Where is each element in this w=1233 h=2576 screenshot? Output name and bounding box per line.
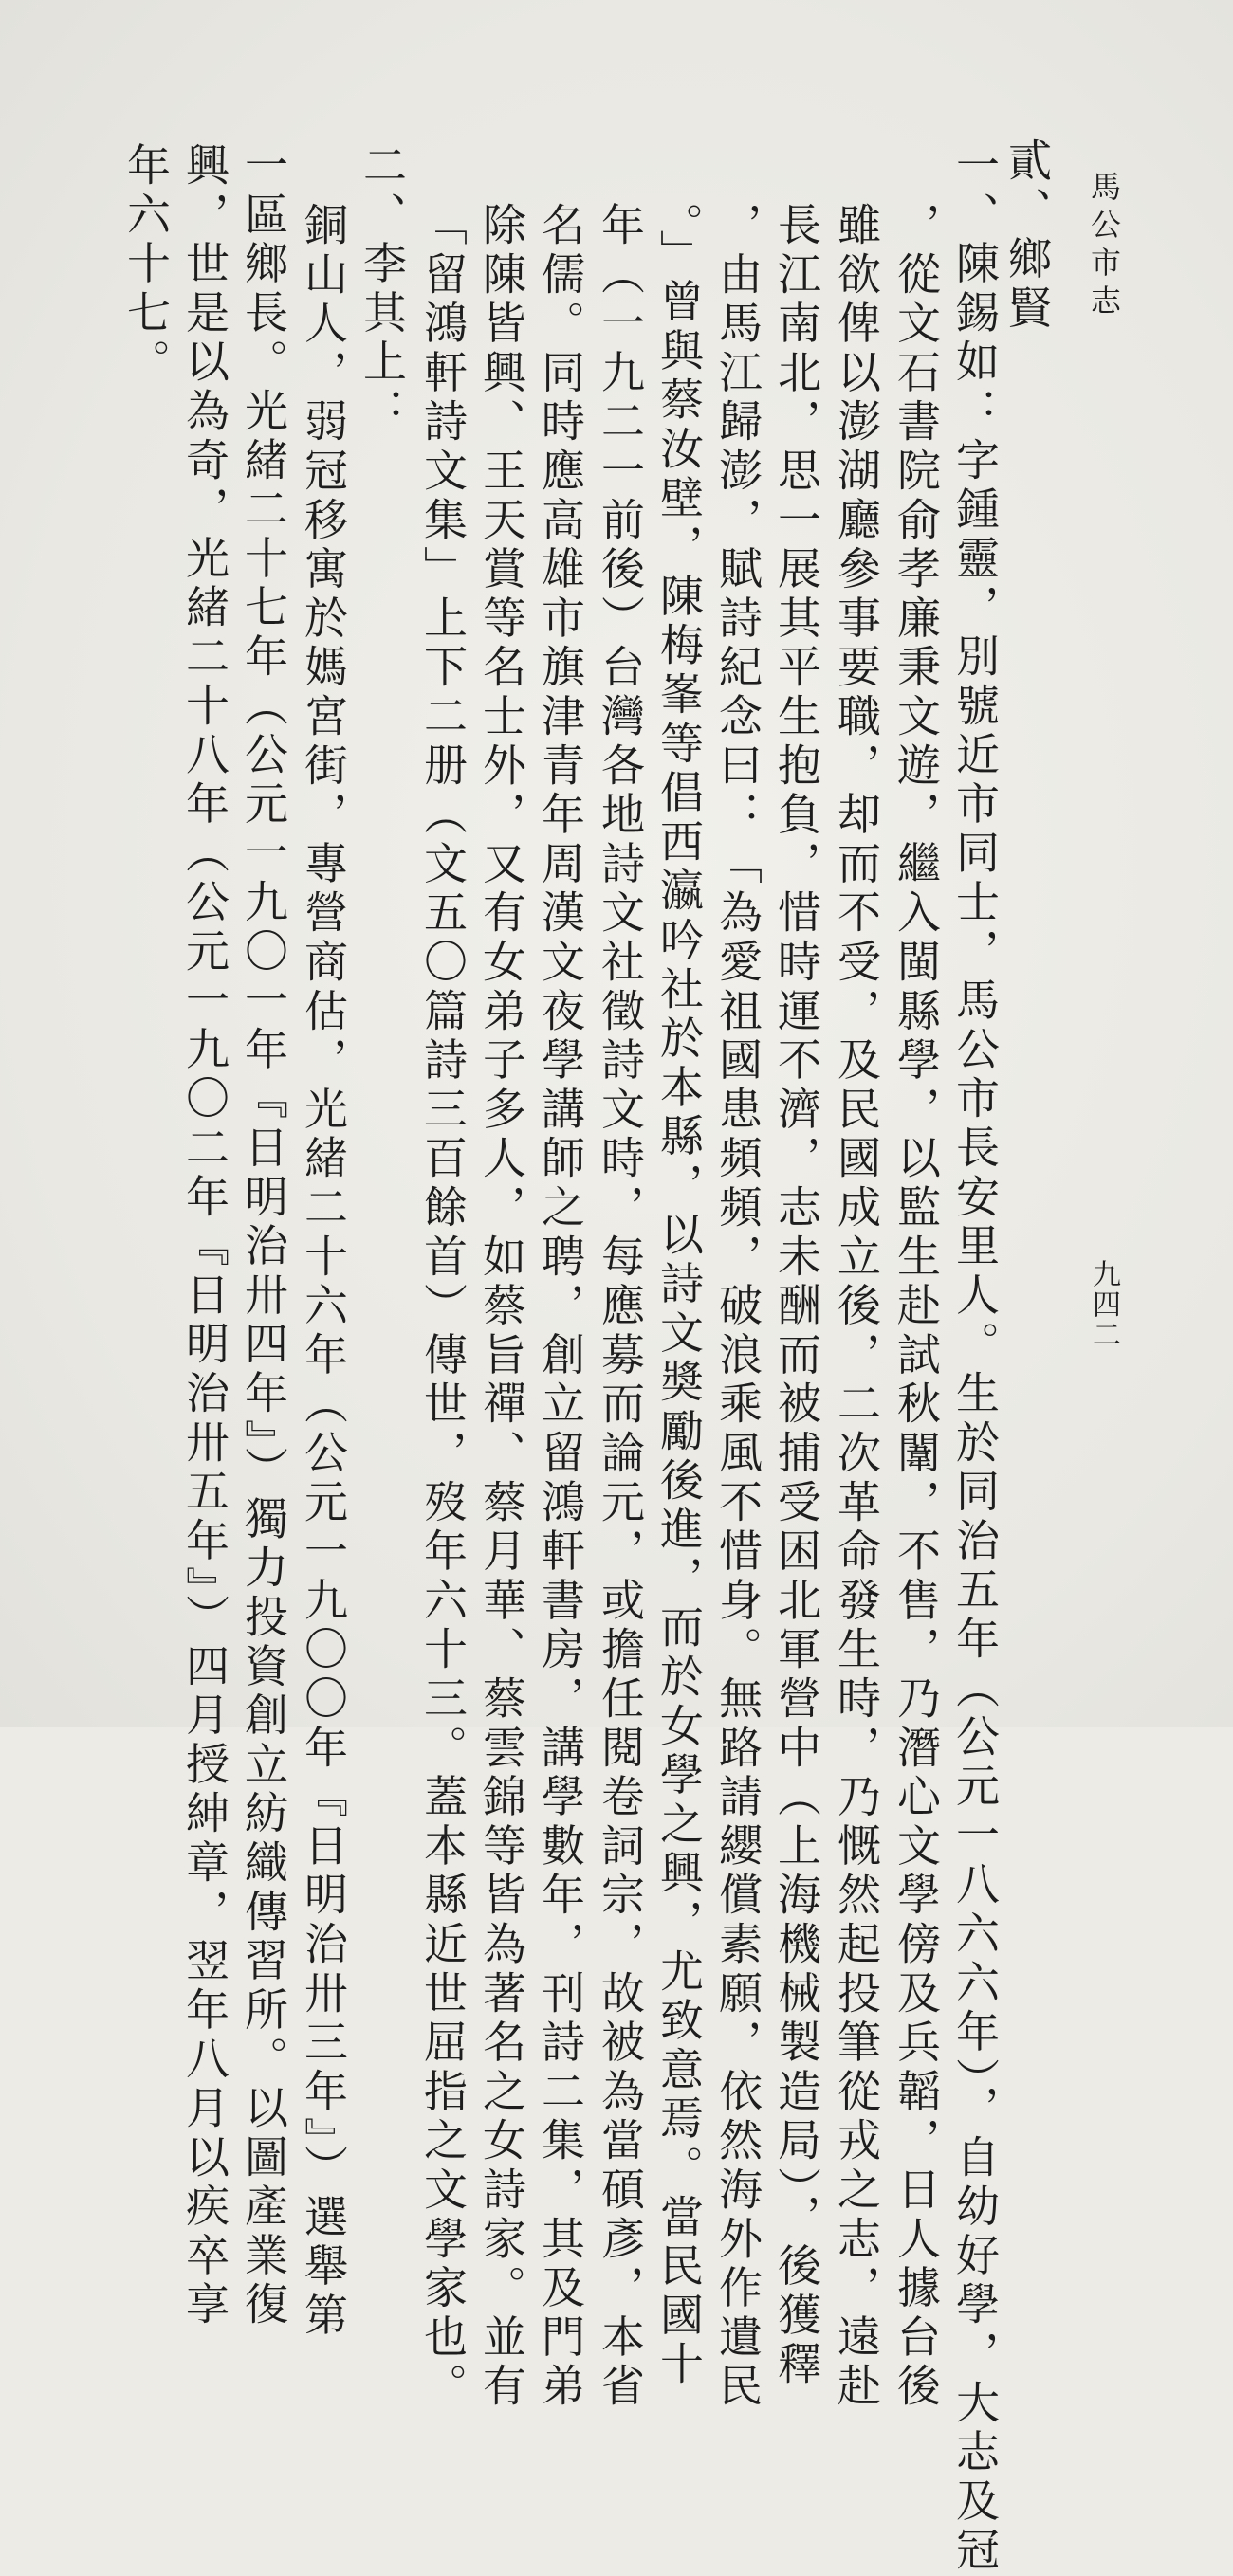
text-column: 一區鄉長。光緒二十七年（公元一九〇一年『日明治卅四年』）獨力投資創立紡織傳習所。以圖產業復 (238, 142, 289, 2330)
text-column: ，由馬江歸澎，賦詩紀念曰：「為愛祖國患頻頻，破浪乘風不惜身。無路請纓償素願，依然海外作遺民 (712, 202, 764, 2412)
section-heading: 貳、鄉賢 (1002, 137, 1053, 335)
page-number: 九四二 (1087, 1259, 1120, 1350)
text-column: 雖欲俾以澎湖廳參事要職，却而不受，及民國成立後，二次革命發生時，乃慨然起投筆從戎之志，遠赴 (831, 202, 882, 2412)
subheading-li-qishang: 二、李其上： (357, 142, 408, 437)
text-column: 銅山人，弱冠移寓於媽宮街，專營商估，光緒二十六年（公元一九〇〇年『日明治卅三年』）選舉第 (298, 202, 349, 2342)
text-column: 年六十七。 (120, 142, 172, 388)
text-column: 名儒。同時應高雄市旗津青年周漢文夜學講師之聘，創立留鴻軒書房，講學數年，刊詩二集，其及門弟 (535, 202, 586, 2412)
text-column: 年（一九二一前後）台灣各地詩文社徵詩文時，每應募而論元，或擔任閱卷詞宗，故被為當碩彥，本省 (595, 202, 646, 2412)
book-title: 馬公市志 (1086, 171, 1122, 322)
text-column: 。」曾與蔡汝壁，陳梅峯等倡西瀛吟社於本縣，以詩文奬勵後進，而於女學之興，尤致意焉。當民國十 (653, 202, 705, 2390)
text-column: 一、陳錫如：字鍾靈，別號近市同士，馬公市長安里人。生於同治五年（公元一八六六年），自幼好學，大志及冠 (949, 142, 1001, 2576)
text-column: 「留鴻軒詩文集」上下二册（文五〇篇詩三百餘首）傳世，歿年六十三。蓋本縣近世屈指之文學家也。 (417, 202, 469, 2412)
text-column: 興，世是以為奇，光緒二十八年（公元一九〇二年『日明治卅五年』）四月授紳章，翌年八月以疾卒享 (179, 142, 230, 2330)
text-column: ，從文石書院俞孝廉秉文遊，繼入閩縣學，以監生赴試秋闈，不售，乃潛心文學傍及兵韜，日人據台後 (891, 202, 942, 2412)
text-column: 除陳皆興、王天賞等名士外，又有女弟子多人，如蔡旨禪、蔡月華、蔡雲錦等皆為著名之女詩家。並有 (476, 202, 527, 2412)
text-column: 長江南北，思一展其平生抱負，惜時運不濟，志未酬而被捕受困北軍營中（上海機械製造局），後獲釋 (771, 202, 822, 2390)
